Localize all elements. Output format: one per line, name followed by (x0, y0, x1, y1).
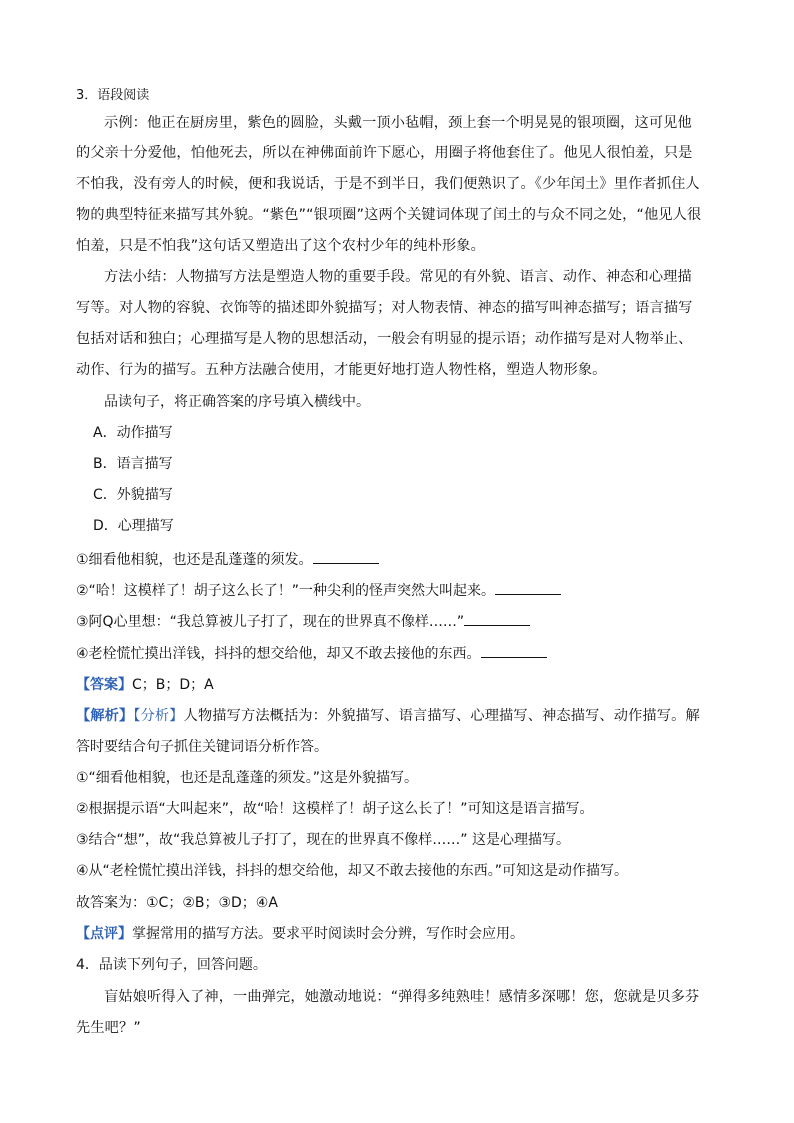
method-line: 方法小结：人物描写方法是塑造人物的重要手段。常见的有外貌、语言、动作、神态和心理描 (104, 269, 692, 285)
example-line: 怕羞，只是不怕我”这句话又塑造出了这个农村少年的纯朴形象。 (76, 238, 485, 254)
example-line: 的父亲十分爱他，怕他死去，所以在神佛面前许下愿心，用圈子将他套住了。他见人很怕羞，只是 (76, 145, 693, 161)
sentence-item (76, 611, 530, 632)
analysis-point: ④从“老栓慌忙摸出洋钱，抖抖的想交给他，却又不敢去接他的东西。”可知这是动作描写。 (76, 863, 629, 879)
analysis-tag: 【解析】 (76, 708, 134, 724)
answer-blank[interactable] (495, 580, 561, 595)
question-4-heading: 4．品读下列句子，回答问题。 (76, 957, 267, 973)
analysis-subtag: 【分析】 (133, 708, 184, 724)
sentence-item (76, 643, 547, 664)
option-a: A．动作描写 (93, 425, 173, 441)
question-3-heading: 3．语段阅读 (76, 88, 150, 103)
answer-tag: 【答案】 (76, 677, 132, 693)
option-c: C．外貌描写 (93, 487, 173, 503)
answer-text: C；B；D；A (132, 677, 214, 693)
example-line: 不怕我，没有旁人的时候，便和我说话，于是不到半日，我们便熟识了。《少年闰土》里作者抓住人 (76, 176, 700, 192)
example-line: 示例：他正在厨房里，紫色的圆脸，头戴一顶小毡帽，颈上套一个明晃晃的银项圈，这可见他 (104, 115, 692, 131)
answer-blank[interactable] (313, 549, 379, 564)
analysis-point: ②根据提示语“大叫起来”，故“哈！这模样了！胡子这么长了！”可知这是语言描写。 (76, 801, 594, 817)
sentence-text: ②“哈！这模样了！胡子这么长了！”一种尖利的怪声突然大叫起来。 (76, 583, 496, 599)
answer-line (76, 675, 214, 695)
answer-blank[interactable] (481, 643, 547, 658)
comment-tag: 【点评】 (76, 926, 132, 942)
sentence-item (76, 549, 379, 570)
instruction: 品读句子，将正确答案的序号填入横线中。 (104, 394, 370, 410)
sentence-text: ①细看他相貌，也还是乱蓬蓬的须发。 (76, 552, 313, 568)
method-line: 动作、行为的描写。五种方法融合使用，才能更好地打造人物性格，塑造人物形象。 (76, 362, 607, 378)
passage-line: 先生吧？” (76, 1020, 141, 1036)
answer-blank[interactable] (464, 611, 530, 626)
final-answer: 故答案为：①C；②B；③D；④A (76, 895, 278, 911)
analysis-line: 答时要结合句子抓住关键词语分析作答。 (76, 739, 328, 755)
comment-line (76, 924, 524, 944)
comment-text: 掌握常用的描写方法。要求平时阅读时会分辨，写作时会应用。 (132, 926, 524, 942)
analysis-point: ①“细看他相貌，也还是乱蓬蓬的须发。”这是外貌描写。 (76, 770, 419, 786)
sentence-item (76, 580, 561, 601)
method-line: 包括对话和独白；心理描写是人物的思想活动，一般会有明显的提示语；动作描写是对人物举止、 (76, 331, 693, 347)
analysis-text: 人物描写方法概括为：外貌描写、语言描写、心理描写、神态描写、动作描写。解 (183, 708, 700, 724)
option-b: B．语言描写 (93, 456, 173, 472)
analysis-line (76, 706, 700, 726)
sentence-text: ③阿Q心里想：“我总算被儿子打了，现在的世界真不像样……” (76, 614, 465, 630)
example-line: 物的典型特征来描写其外貌。“紫色”“银项圈”这两个关键词体现了闰土的与众不同之处，“他见人很 (76, 207, 702, 223)
sentence-text: ④老栓慌忙摸出洋钱，抖抖的想交给他，却又不敢去接他的东西。 (76, 646, 481, 662)
analysis-point: ③结合“想”，故“我总算被儿子打了，现在的世界真不像样……” 这是心理描写。 (76, 832, 571, 848)
option-d: D．心理描写 (93, 518, 174, 534)
method-line: 写等。对人物的容貌、衣饰等的描述即外貌描写；对人物表情、神态的描写叫神态描写；语言描写 (76, 300, 693, 316)
passage-line: 盲姑娘听得入了神，一曲弹完，她激动地说：“弹得多纯熟哇！感情多深哪！您，您就是贝多芬 (104, 989, 700, 1005)
